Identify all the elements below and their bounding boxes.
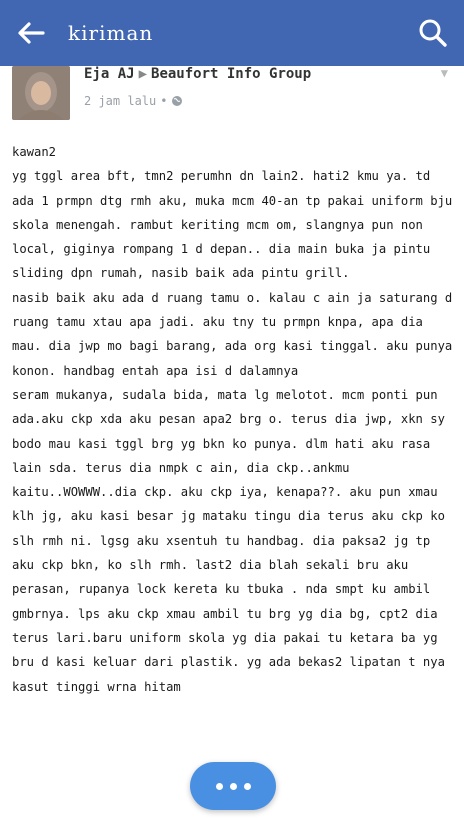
globe-icon [171,95,183,107]
dot-icon [216,783,223,790]
post-author-line [84,66,311,82]
post-paragraph: kawan2 [12,145,57,159]
avatar-image [12,66,70,120]
triangle-right-icon: ▶ [138,66,148,82]
page-title: kiriman [68,21,154,45]
post-paragraph: nasib baik aku ada d ruang tamu o. kalau c ain ja saturang d ruang tamu xtau apa jadi. aku tny tu prmpn knpa, apa dia mau. dia jwp mo bagi barang, ada org kasi tinggal. aku punya konon. handbag entah apa isi d dalamnya [12,290,453,378]
search-button[interactable] [402,0,464,66]
post-time[interactable]: 2 jam lalu [84,94,157,108]
arrow-left-icon [17,21,45,45]
post-meta [84,94,183,108]
dot-separator: • [160,94,168,108]
search-icon [418,18,448,48]
more-options-button[interactable] [190,762,276,810]
post-paragraph: yg tggl area bft, tmn2 perumhn dn lain2. hati2 kmu ya. td ada 1 prmpn dtg rmh aku, muka mcm 40-an tp pakai uniform bju skola menengah. rambut keriting mcm om, slangnya pun non local, giginya rompang 1 d depan.. dia main buka ja pintu sliding dpn rumah, nasib baik ada pintu grill. [12,169,453,281]
avatar[interactable] [12,66,70,120]
post-options-icon[interactable]: ▼ [440,66,448,80]
dot-icon [244,783,251,790]
top-bar [0,0,464,66]
post-header [0,66,464,126]
post-body [12,140,456,699]
back-button[interactable] [0,0,62,66]
post-paragraph: seram mukanya, sudala bida, mata lg melotot. mcm ponti pun ada.aku ckp xda aku pesan apa2 brg o. terus dia jwp, xkn sy bodo mau kasi tggl brg yg bkn ko punya. dlm hati aku rasa lain sda. terus dia nmpk c ain, dia ckp..ankmu kaitu..WOWWW..dia ckp. aku ckp iya, kenapa??. aku pun xmau klh jg, aku kasi besar jg mataku tingu dia terus aku ckp ko slh rmh ni. lgsg aku xsentuh tu handbag. dia paksa2 jg tp aku ckp bkn, ko slh rmh. last2 dia blah sekali bru aku perasan, rupanya lock kereta ku tbuka . nda smpt ku ambil gmbrnya. lps aku ckp xmau ambil tu brg yg dia bg, cpt2 dia terus lari.baru uniform skola yg dia pakai tu ketara ba yg bru d kasi keluar dari plastik. yg ada bekas2 lipatan t nya kasut tinggi wrna hitam [12,387,445,694]
dot-icon [230,783,237,790]
author-name[interactable]: Eja AJ [84,66,135,82]
group-name[interactable]: Beaufort Info Group [151,66,312,82]
